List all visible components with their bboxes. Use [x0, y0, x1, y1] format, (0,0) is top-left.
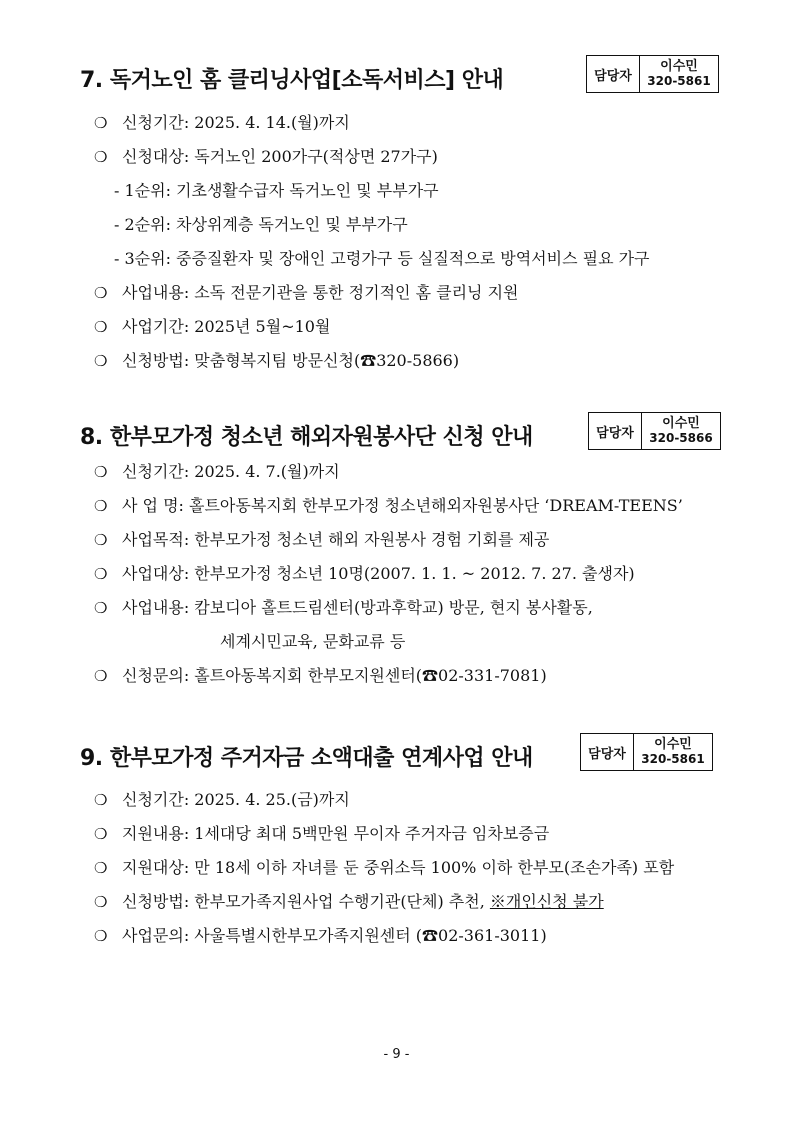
circle-bullet-icon: ❍: [94, 497, 108, 515]
section-7-title: 7. 독거노인 홈 클리닝사업[소독서비스] 안내: [80, 68, 504, 93]
list-item: ❍ 신청방법: 맞춤형복지팀 방문신청(☎320-5866): [80, 344, 720, 378]
list-item: ❍ 신청기간: 2025. 4. 14.(월)까지: [80, 106, 720, 140]
manager-name: 이수민: [660, 59, 698, 74]
section-7-manager-box: [586, 55, 719, 93]
manager-info: [642, 413, 720, 449]
list-item: ❍ 사업대상: 한부모가정 청소년 10명(2007. 1. 1. ~ 2012. 7. 27. 출생자): [80, 557, 720, 591]
list-item: ❍ 사업내용: 소독 전문기관을 통한 정기적인 홈 클리닝 지원: [80, 276, 720, 310]
manager-label: 담당자: [587, 56, 640, 92]
circle-bullet-icon: ❍: [94, 859, 108, 877]
list-item: ❍ 신청방법: 한부모가족지원사업 수행기관(단체) 추천, ※개인신청 불가: [80, 885, 720, 919]
circle-bullet-icon: ❍: [94, 284, 108, 302]
section-8-title: 8. 한부모가정 청소년 해외자원봉사단 신청 안내: [80, 425, 533, 450]
manager-phone: 320-5861: [641, 752, 705, 766]
section-8-manager-box: [588, 412, 721, 450]
section-7: [80, 55, 720, 378]
circle-bullet-icon: ❍: [94, 791, 108, 809]
circle-bullet-icon: ❍: [94, 318, 108, 336]
list-item: ❍ 신청기간: 2025. 4. 25.(금)까지: [80, 783, 720, 817]
circle-bullet-icon: ❍: [94, 825, 108, 843]
section-9-list: [80, 783, 720, 953]
manager-info: [640, 56, 718, 92]
list-item: ❍ 사업기간: 2025년 5월~10월: [80, 310, 720, 344]
circle-bullet-icon: ❍: [94, 114, 108, 132]
section-7-header: [80, 55, 720, 99]
list-item: ❍ 사업목적: 한부모가정 청소년 해외 자원봉사 경험 기회를 제공: [80, 523, 720, 557]
page-number: - 9 -: [383, 1047, 410, 1062]
manager-info: [634, 734, 712, 770]
list-item: ❍ 신청대상: 독거노인 200가구(적상면 27가구): [80, 140, 720, 174]
manager-name: 이수민: [662, 416, 700, 431]
manager-label: 담당자: [581, 734, 634, 770]
manager-label: 담당자: [589, 413, 642, 449]
section-8-header: [80, 412, 720, 456]
circle-bullet-icon: ❍: [94, 463, 108, 481]
circle-bullet-icon: ❍: [94, 667, 108, 685]
section-7-list: [80, 106, 720, 378]
section-9-manager-box: [580, 733, 713, 771]
list-sub-item: - 3순위: 중증질환자 및 장애인 고령가구 등 실질적으로 방역서비스 필요 가구: [114, 249, 650, 268]
circle-bullet-icon: ❍: [94, 148, 108, 166]
circle-bullet-icon: ❍: [94, 352, 108, 370]
list-item: ❍ 지원대상: 만 18세 이하 자녀를 둔 중위소득 100% 이하 한부모(조손가족) 포함: [80, 851, 720, 885]
list-item: ❍ 사업내용: 캄보디아 홀트드림센터(방과후학교) 방문, 현지 봉사활동,: [80, 591, 720, 625]
section-8-list: [80, 455, 720, 693]
circle-bullet-icon: ❍: [94, 893, 108, 911]
manager-name: 이수민: [654, 737, 692, 752]
section-8: [80, 412, 720, 693]
list-item-continuation: 세계시민교육, 문화교류 등: [220, 632, 406, 651]
section-9-header: [80, 733, 720, 777]
list-sub-item: - 2순위: 차상위계층 독거노인 및 부부가구: [114, 215, 408, 234]
list-item: ❍ 신청기간: 2025. 4. 7.(월)까지: [80, 455, 720, 489]
list-item: ❍ 사 업 명: 홀트아동복지회 한부모가정 청소년해외자원봉사단 ‘DREAM-TEENS’: [80, 489, 720, 523]
circle-bullet-icon: ❍: [94, 565, 108, 583]
list-item: ❍ 사업문의: 사울특별시한부모가족지원센터 (☎02-361-3011): [80, 919, 720, 953]
list-item: ❍ 신청문의: 홀트아동복지회 한부모지원센터(☎02-331-7081): [80, 659, 720, 693]
section-9-title: 9. 한부모가정 주거자금 소액대출 연계사업 안내: [80, 746, 533, 771]
circle-bullet-icon: ❍: [94, 599, 108, 617]
manager-phone: 320-5866: [649, 431, 713, 445]
manager-phone: 320-5861: [647, 74, 711, 88]
list-item: ❍ 지원내용: 1세대당 최대 5백만원 무이자 주거자금 임차보증금: [80, 817, 720, 851]
notice-no-individual-application: ※개인신청 불가: [489, 892, 604, 911]
circle-bullet-icon: ❍: [94, 531, 108, 549]
section-9: [80, 733, 720, 953]
circle-bullet-icon: ❍: [94, 927, 108, 945]
list-sub-item: - 1순위: 기초생활수급자 독거노인 및 부부가구: [114, 181, 439, 200]
